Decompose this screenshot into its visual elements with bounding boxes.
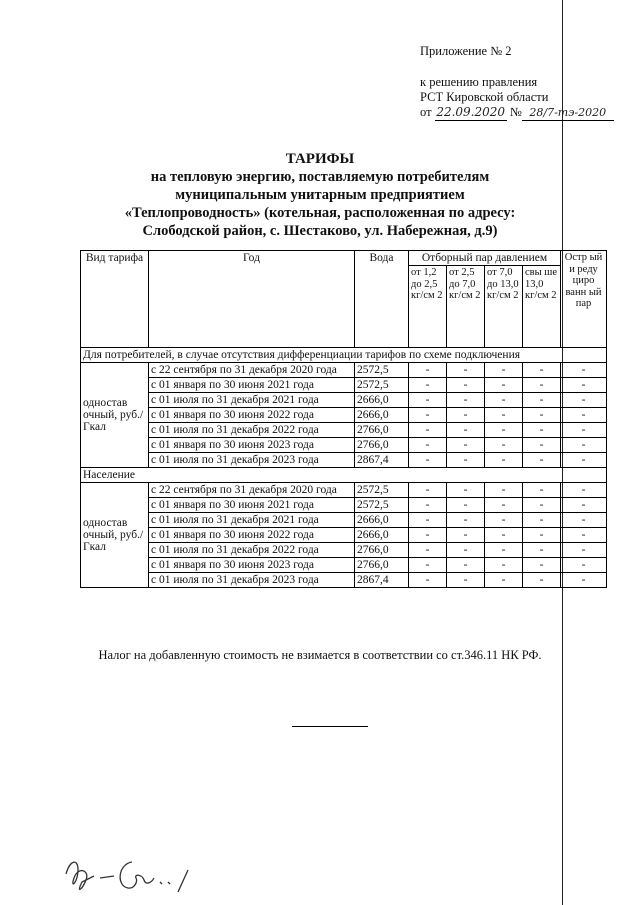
steam-value-cell: -: [561, 453, 607, 468]
steam-value-cell: -: [447, 558, 485, 573]
header-sharp-steam: Остр ый и реду циро ванн ый пар: [561, 251, 607, 348]
steam-value-cell: -: [409, 543, 447, 558]
period-cell: с 01 июля по 31 декабря 2023 года: [149, 453, 355, 468]
steam-value-cell: -: [561, 423, 607, 438]
from-prefix: от: [420, 105, 432, 119]
steam-value-cell: -: [447, 573, 485, 588]
header-pressure-4: свы ше 13,0 кг/см 2: [523, 266, 561, 348]
heading-line4: Слободской район, с. Шестаково, ул. Набережная, д.9): [142, 223, 498, 239]
heading-line1: на тепловую энергию, поставляемую потребителям: [150, 169, 490, 185]
water-value-cell: 2666,0: [355, 393, 409, 408]
steam-value-cell: -: [447, 423, 485, 438]
steam-value-cell: -: [523, 438, 561, 453]
page-title: ТАРИФЫ: [285, 151, 355, 167]
steam-value-cell: -: [523, 408, 561, 423]
population-row: [81, 498, 607, 513]
general-row: [81, 438, 607, 453]
steam-value-cell: -: [485, 483, 523, 498]
general-rows: [81, 363, 607, 468]
general-row: [81, 393, 607, 408]
population-row: [81, 513, 607, 528]
water-value-cell: 2766,0: [355, 558, 409, 573]
period-cell: с 22 сентября по 31 декабря 2020 года: [149, 363, 355, 378]
steam-value-cell: -: [485, 363, 523, 378]
general-row: [81, 423, 607, 438]
steam-value-cell: -: [409, 513, 447, 528]
header-pressure-1: от 1,2 до 2,5 кг/см 2: [409, 266, 447, 348]
steam-value-cell: -: [523, 453, 561, 468]
steam-value-cell: -: [523, 543, 561, 558]
population-rows: [81, 483, 607, 588]
water-value-cell: 2666,0: [355, 408, 409, 423]
steam-value-cell: -: [409, 528, 447, 543]
steam-value-cell: -: [485, 393, 523, 408]
steam-value-cell: -: [485, 528, 523, 543]
period-cell: с 22 сентября по 31 декабря 2020 года: [149, 483, 355, 498]
header-tariff-type: Вид тарифа: [81, 251, 149, 348]
section-population-label: Население: [81, 468, 607, 483]
tax-footnote: Налог на добавленную стоимость не взимается в соответствии со ст.346.11 НК РФ.: [98, 648, 542, 662]
steam-value-cell: -: [561, 543, 607, 558]
appendix-line1: к решению правления: [420, 75, 538, 89]
water-value-cell: 2666,0: [355, 528, 409, 543]
steam-value-cell: -: [447, 513, 485, 528]
steam-value-cell: -: [447, 363, 485, 378]
water-value-cell: 2572,5: [355, 378, 409, 393]
steam-value-cell: -: [523, 528, 561, 543]
appendix-title: Приложение № 2: [420, 44, 512, 58]
steam-value-cell: -: [523, 393, 561, 408]
separator-line: [292, 726, 368, 727]
period-cell: с 01 января по 30 июня 2021 года: [149, 378, 355, 393]
period-cell: с 01 января по 30 июня 2023 года: [149, 438, 355, 453]
water-value-cell: 2766,0: [355, 543, 409, 558]
period-cell: с 01 января по 30 июня 2021 года: [149, 498, 355, 513]
handwritten-date: 22.09.2020: [436, 105, 506, 119]
header-pressure-3: от 7,0 до 13,0 кг/см 2: [485, 266, 523, 348]
header-year: Год: [149, 251, 355, 348]
steam-value-cell: -: [447, 408, 485, 423]
population-row: [81, 543, 607, 558]
steam-value-cell: -: [485, 378, 523, 393]
steam-value-cell: -: [447, 528, 485, 543]
water-value-cell: 2572,5: [355, 483, 409, 498]
steam-value-cell: -: [561, 528, 607, 543]
period-cell: с 01 января по 30 июня 2022 года: [149, 528, 355, 543]
steam-value-cell: -: [523, 378, 561, 393]
population-row: [81, 558, 607, 573]
population-row: [81, 573, 607, 588]
period-cell: с 01 января по 30 июня 2023 года: [149, 558, 355, 573]
period-cell: с 01 июля по 31 декабря 2021 года: [149, 393, 355, 408]
steam-value-cell: -: [409, 423, 447, 438]
appendix-date-line: [420, 105, 614, 121]
population-tariff-type: одностав очный, руб./Гкал: [81, 483, 149, 588]
steam-value-cell: -: [523, 513, 561, 528]
steam-value-cell: -: [485, 513, 523, 528]
steam-value-cell: -: [409, 498, 447, 513]
header-pressure-2: от 2,5 до 7,0 кг/см 2: [447, 266, 485, 348]
steam-value-cell: -: [561, 558, 607, 573]
steam-value-cell: -: [447, 543, 485, 558]
period-cell: с 01 июля по 31 декабря 2022 года: [149, 423, 355, 438]
steam-value-cell: -: [561, 573, 607, 588]
water-value-cell: 2766,0: [355, 423, 409, 438]
steam-value-cell: -: [485, 558, 523, 573]
steam-value-cell: -: [523, 483, 561, 498]
steam-value-cell: -: [561, 363, 607, 378]
steam-value-cell: -: [561, 393, 607, 408]
steam-value-cell: -: [561, 513, 607, 528]
section-row-general: [81, 348, 607, 363]
general-row: [81, 408, 607, 423]
number-prefix: №: [509, 105, 522, 119]
heading-line3: «Теплопроводность» (котельная, расположенная по адресу:: [124, 205, 516, 221]
steam-value-cell: -: [409, 573, 447, 588]
steam-value-cell: -: [409, 363, 447, 378]
steam-value-cell: -: [523, 423, 561, 438]
water-value-cell: 2867,4: [355, 573, 409, 588]
water-value-cell: 2867,4: [355, 453, 409, 468]
steam-value-cell: -: [409, 453, 447, 468]
steam-value-cell: -: [447, 438, 485, 453]
steam-value-cell: -: [409, 378, 447, 393]
steam-value-cell: -: [485, 423, 523, 438]
steam-value-cell: -: [447, 453, 485, 468]
steam-value-cell: -: [561, 408, 607, 423]
steam-value-cell: -: [447, 378, 485, 393]
period-cell: с 01 января по 30 июня 2022 года: [149, 408, 355, 423]
period-cell: с 01 июля по 31 декабря 2021 года: [149, 513, 355, 528]
handwritten-number: 28/7-тэ-2020: [522, 105, 614, 121]
water-value-cell: 2666,0: [355, 513, 409, 528]
steam-value-cell: -: [409, 408, 447, 423]
header-row-1: [81, 251, 607, 266]
period-cell: с 01 июля по 31 декабря 2022 года: [149, 543, 355, 558]
steam-value-cell: -: [485, 543, 523, 558]
steam-value-cell: -: [485, 498, 523, 513]
period-cell: с 01 июля по 31 декабря 2023 года: [149, 573, 355, 588]
steam-value-cell: -: [523, 363, 561, 378]
heading-line2: муниципальным унитарным предприятием: [175, 187, 465, 203]
header-water: Вода: [355, 251, 409, 348]
water-value-cell: 2572,5: [355, 363, 409, 378]
population-row: [81, 528, 607, 543]
steam-value-cell: -: [409, 393, 447, 408]
general-row: [81, 378, 607, 393]
section-general-label: Для потребителей, в случае отсутствия дифференциации тарифов по схеме подключения: [81, 348, 607, 363]
steam-value-cell: -: [523, 558, 561, 573]
general-row: [81, 363, 607, 378]
header-steam-group: Отборный пар давлением: [409, 251, 561, 266]
steam-value-cell: -: [523, 498, 561, 513]
general-row: [81, 453, 607, 468]
steam-value-cell: -: [561, 438, 607, 453]
steam-value-cell: -: [561, 378, 607, 393]
steam-value-cell: -: [485, 453, 523, 468]
water-value-cell: 2572,5: [355, 498, 409, 513]
steam-value-cell: -: [447, 393, 485, 408]
steam-value-cell: -: [523, 573, 561, 588]
steam-value-cell: -: [561, 498, 607, 513]
signature: [60, 852, 200, 898]
tariff-table: [80, 250, 607, 588]
steam-value-cell: -: [561, 483, 607, 498]
steam-value-cell: -: [409, 483, 447, 498]
steam-value-cell: -: [447, 498, 485, 513]
water-value-cell: 2766,0: [355, 438, 409, 453]
steam-value-cell: -: [485, 408, 523, 423]
population-row: [81, 483, 607, 498]
steam-value-cell: -: [447, 483, 485, 498]
steam-value-cell: -: [409, 438, 447, 453]
general-tariff-type: одностав очный, руб./Гкал: [81, 363, 149, 468]
steam-value-cell: -: [485, 573, 523, 588]
appendix-line2: РСТ Кировской области: [420, 90, 549, 104]
section-row-population: [81, 468, 607, 483]
steam-value-cell: -: [409, 558, 447, 573]
steam-value-cell: -: [485, 438, 523, 453]
